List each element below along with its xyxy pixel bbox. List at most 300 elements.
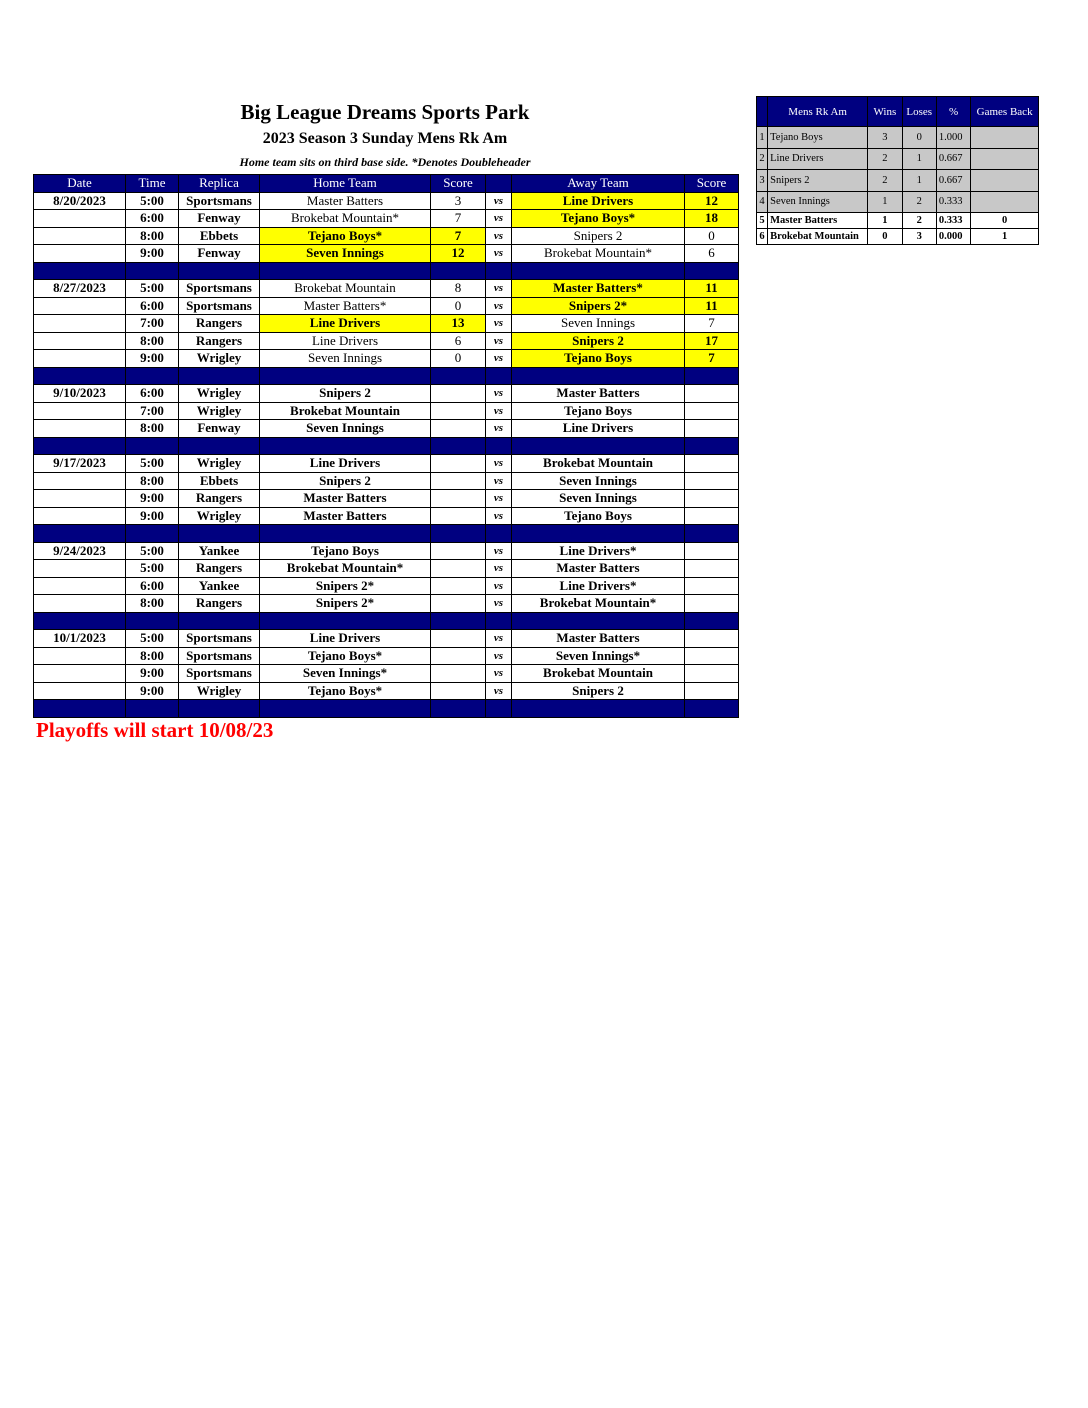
game-row: [34, 647, 739, 665]
game-row: [34, 192, 739, 210]
game-row: [34, 350, 739, 368]
separator-cell: [260, 525, 431, 543]
standings-wins: 1: [868, 213, 902, 229]
away-score: 7: [685, 350, 739, 368]
game-time: 8:00: [126, 595, 179, 613]
standings-pct: 0.333: [936, 191, 970, 213]
standings-pct: 0.667: [936, 170, 970, 192]
away-team: Seven Innings: [512, 490, 685, 508]
away-score: [685, 560, 739, 578]
vs-label: vs: [486, 332, 512, 350]
away-team: Master Batters: [512, 630, 685, 648]
away-score: 18: [685, 210, 739, 228]
game-date: 9/10/2023: [34, 385, 126, 403]
game-time: 5:00: [126, 630, 179, 648]
home-score: 7: [431, 227, 486, 245]
vs-label: vs: [486, 630, 512, 648]
separator-cell: [126, 525, 179, 543]
home-team: Tejano Boys*: [260, 227, 431, 245]
game-time: 9:00: [126, 350, 179, 368]
home-team: Master Batters: [260, 192, 431, 210]
game-time: 6:00: [126, 385, 179, 403]
game-row: [34, 542, 739, 560]
game-time: 5:00: [126, 560, 179, 578]
col-vs: [486, 175, 512, 193]
separator-cell: [431, 367, 486, 385]
standings-loses: 0: [902, 127, 936, 149]
col-replica: Replica: [179, 175, 260, 193]
game-time: 5:00: [126, 542, 179, 560]
game-field: Wrigley: [179, 350, 260, 368]
away-team: Tejano Boys: [512, 350, 685, 368]
game-field: Fenway: [179, 245, 260, 263]
game-field: Yankee: [179, 542, 260, 560]
home-team: Brokebat Mountain: [260, 280, 431, 298]
away-team: Line Drivers: [512, 420, 685, 438]
vs-label: vs: [486, 402, 512, 420]
standings-pct: 0.667: [936, 148, 970, 170]
week-separator: [34, 525, 739, 543]
away-team: Brokebat Mountain: [512, 455, 685, 473]
standings-wins: 2: [868, 170, 902, 192]
away-score: [685, 595, 739, 613]
page-subtitle: 2023 Season 3 Sunday Mens Rk Am: [262, 130, 508, 147]
away-team: Tejano Boys: [512, 507, 685, 525]
home-team: Tejano Boys*: [260, 682, 431, 700]
game-row: [34, 577, 739, 595]
standings-team: Line Drivers: [768, 148, 868, 170]
vs-label: vs: [486, 192, 512, 210]
separator-cell: [260, 367, 431, 385]
standings-row: [757, 127, 1039, 149]
game-date: [34, 420, 126, 438]
separator-cell: [431, 437, 486, 455]
separator-cell: [34, 612, 126, 630]
standings-rank: 5: [757, 213, 768, 229]
standings-row: [757, 213, 1039, 229]
home-team: Tejano Boys: [260, 542, 431, 560]
away-team: Tejano Boys: [512, 402, 685, 420]
standings-row: [757, 148, 1039, 170]
away-score: [685, 542, 739, 560]
game-time: 5:00: [126, 192, 179, 210]
game-row: [34, 245, 739, 263]
separator-cell: [260, 437, 431, 455]
game-date: [34, 297, 126, 315]
standings-games-back: 0: [971, 213, 1039, 229]
standings-col-games-back: Games Back: [971, 97, 1039, 127]
vs-label: vs: [486, 297, 512, 315]
game-date: [34, 227, 126, 245]
standings-games-back: [971, 191, 1039, 213]
standings-col-loses: Loses: [902, 97, 936, 127]
away-team: Master Batters: [512, 560, 685, 578]
game-field: Wrigley: [179, 507, 260, 525]
standings-loses: 1: [902, 148, 936, 170]
home-team: Brokebat Mountain*: [260, 560, 431, 578]
home-team: Line Drivers: [260, 332, 431, 350]
home-team: Master Batters*: [260, 297, 431, 315]
separator-cell: [260, 612, 431, 630]
standings-pct: 0.000: [936, 229, 970, 245]
separator-cell: [179, 367, 260, 385]
standings-team: Brokebat Mountain: [768, 229, 868, 245]
home-score: [431, 472, 486, 490]
standings-col-wins: Wins: [868, 97, 902, 127]
standings-games-back: [971, 127, 1039, 149]
standings-games-back: [971, 148, 1039, 170]
week-separator: [34, 437, 739, 455]
game-row: [34, 385, 739, 403]
game-date: [34, 665, 126, 683]
separator-cell: [685, 437, 739, 455]
game-field: Ebbets: [179, 227, 260, 245]
game-field: Wrigley: [179, 402, 260, 420]
game-time: 5:00: [126, 280, 179, 298]
game-field: Fenway: [179, 210, 260, 228]
game-time: 6:00: [126, 210, 179, 228]
away-score: [685, 455, 739, 473]
home-score: [431, 542, 486, 560]
standings-rank: 1: [757, 127, 768, 149]
separator-cell: [486, 367, 512, 385]
away-score: 7: [685, 315, 739, 333]
vs-label: vs: [486, 420, 512, 438]
game-row: [34, 297, 739, 315]
standings-pct: 1.000: [936, 127, 970, 149]
away-score: [685, 665, 739, 683]
separator-cell: [431, 262, 486, 280]
game-date: [34, 490, 126, 508]
home-team: Seven Innings*: [260, 665, 431, 683]
standings-rank: 3: [757, 170, 768, 192]
home-score: [431, 560, 486, 578]
away-team: Snipers 2*: [512, 297, 685, 315]
game-date: [34, 682, 126, 700]
vs-label: vs: [486, 227, 512, 245]
game-field: Rangers: [179, 490, 260, 508]
home-team: Master Batters: [260, 490, 431, 508]
separator-cell: [685, 262, 739, 280]
away-score: 11: [685, 280, 739, 298]
game-time: 7:00: [126, 315, 179, 333]
game-time: 7:00: [126, 402, 179, 420]
standings-team: Snipers 2: [768, 170, 868, 192]
game-date: 10/1/2023: [34, 630, 126, 648]
away-score: [685, 630, 739, 648]
home-score: 3: [431, 192, 486, 210]
standings-games-back: [971, 170, 1039, 192]
game-date: [34, 647, 126, 665]
home-score: [431, 402, 486, 420]
away-score: 6: [685, 245, 739, 263]
vs-label: vs: [486, 542, 512, 560]
away-team: Seven Innings: [512, 315, 685, 333]
week-separator: [34, 612, 739, 630]
standings-loses: 1: [902, 170, 936, 192]
game-time: 8:00: [126, 227, 179, 245]
away-score: [685, 507, 739, 525]
week-separator: [34, 700, 739, 718]
separator-cell: [685, 612, 739, 630]
standings-team: Seven Innings: [768, 191, 868, 213]
home-team: Tejano Boys*: [260, 647, 431, 665]
game-field: Fenway: [179, 420, 260, 438]
separator-cell: [486, 700, 512, 718]
standings-body: [757, 127, 1039, 245]
home-score: [431, 630, 486, 648]
game-field: Rangers: [179, 560, 260, 578]
away-score: [685, 577, 739, 595]
game-time: 6:00: [126, 297, 179, 315]
separator-cell: [179, 437, 260, 455]
separator-cell: [512, 700, 685, 718]
separator-cell: [34, 262, 126, 280]
home-score: [431, 682, 486, 700]
vs-label: vs: [486, 385, 512, 403]
away-score: 11: [685, 297, 739, 315]
separator-cell: [179, 525, 260, 543]
away-team: Line Drivers*: [512, 542, 685, 560]
col-away-score: Score: [685, 175, 739, 193]
home-team: Brokebat Mountain*: [260, 210, 431, 228]
standings-wins: 1: [868, 191, 902, 213]
away-team: Seven Innings: [512, 472, 685, 490]
schedule-body: [34, 192, 739, 717]
home-score: [431, 490, 486, 508]
game-field: Rangers: [179, 595, 260, 613]
schedule-note: Home team sits on third base side. *Denotes Doubleheader: [239, 155, 531, 169]
separator-cell: [126, 700, 179, 718]
home-score: 0: [431, 297, 486, 315]
vs-label: vs: [486, 560, 512, 578]
separator-cell: [34, 525, 126, 543]
col-time: Time: [126, 175, 179, 193]
away-team: Line Drivers*: [512, 577, 685, 595]
home-score: [431, 595, 486, 613]
game-row: [34, 560, 739, 578]
game-time: 8:00: [126, 472, 179, 490]
game-date: 9/17/2023: [34, 455, 126, 473]
separator-cell: [685, 367, 739, 385]
standings-loses: 2: [902, 213, 936, 229]
vs-label: vs: [486, 682, 512, 700]
vs-label: vs: [486, 490, 512, 508]
away-team: Master Batters: [512, 385, 685, 403]
game-field: Wrigley: [179, 385, 260, 403]
standings-wins: 2: [868, 148, 902, 170]
game-date: [34, 472, 126, 490]
away-team: Snipers 2: [512, 227, 685, 245]
away-score: 17: [685, 332, 739, 350]
col-home-team: Home Team: [260, 175, 431, 193]
standings-table: [756, 96, 1039, 245]
vs-label: vs: [486, 595, 512, 613]
game-field: Sportsmans: [179, 297, 260, 315]
home-team: Master Batters: [260, 507, 431, 525]
game-field: Sportsmans: [179, 192, 260, 210]
vs-label: vs: [486, 245, 512, 263]
home-team: Seven Innings: [260, 245, 431, 263]
separator-cell: [179, 612, 260, 630]
game-time: 9:00: [126, 507, 179, 525]
vs-label: vs: [486, 507, 512, 525]
game-row: [34, 595, 739, 613]
away-score: [685, 647, 739, 665]
game-date: [34, 315, 126, 333]
home-score: [431, 647, 486, 665]
separator-cell: [260, 700, 431, 718]
game-time: 8:00: [126, 647, 179, 665]
away-score: [685, 490, 739, 508]
game-field: Sportsmans: [179, 280, 260, 298]
game-time: 9:00: [126, 245, 179, 263]
vs-label: vs: [486, 665, 512, 683]
col-away-team: Away Team: [512, 175, 685, 193]
away-team: Tejano Boys*: [512, 210, 685, 228]
home-team: Snipers 2: [260, 385, 431, 403]
home-team: Line Drivers: [260, 315, 431, 333]
game-field: Yankee: [179, 577, 260, 595]
separator-cell: [486, 612, 512, 630]
standings-rank: 4: [757, 191, 768, 213]
separator-cell: [126, 262, 179, 280]
home-score: [431, 455, 486, 473]
home-team: Line Drivers: [260, 455, 431, 473]
game-row: [34, 420, 739, 438]
separator-cell: [512, 262, 685, 280]
vs-label: vs: [486, 647, 512, 665]
game-row: [34, 630, 739, 648]
home-score: [431, 577, 486, 595]
standings-row: [757, 191, 1039, 213]
game-date: [34, 245, 126, 263]
game-field: Sportsmans: [179, 665, 260, 683]
game-row: [34, 332, 739, 350]
game-date: [34, 210, 126, 228]
home-team: Line Drivers: [260, 630, 431, 648]
vs-label: vs: [486, 315, 512, 333]
game-row: [34, 227, 739, 245]
separator-cell: [126, 612, 179, 630]
away-score: 0: [685, 227, 739, 245]
standings-team: Master Batters: [768, 213, 868, 229]
game-field: Rangers: [179, 315, 260, 333]
vs-label: vs: [486, 455, 512, 473]
standings-games-back: 1: [971, 229, 1039, 245]
vs-label: vs: [486, 280, 512, 298]
standings-col-rank: [757, 97, 768, 127]
game-date: [34, 560, 126, 578]
col-date: Date: [34, 175, 126, 193]
standings-loses: 3: [902, 229, 936, 245]
game-row: [34, 402, 739, 420]
game-field: Wrigley: [179, 682, 260, 700]
separator-cell: [179, 700, 260, 718]
game-time: 6:00: [126, 577, 179, 595]
game-row: [34, 280, 739, 298]
home-score: 8: [431, 280, 486, 298]
home-score: 13: [431, 315, 486, 333]
separator-cell: [512, 437, 685, 455]
vs-label: vs: [486, 472, 512, 490]
away-team: Brokebat Mountain: [512, 665, 685, 683]
vs-label: vs: [486, 210, 512, 228]
standings-rank: 6: [757, 229, 768, 245]
game-field: Sportsmans: [179, 630, 260, 648]
game-field: Sportsmans: [179, 647, 260, 665]
home-score: 7: [431, 210, 486, 228]
game-time: 5:00: [126, 455, 179, 473]
standings-pct: 0.333: [936, 213, 970, 229]
game-row: [34, 472, 739, 490]
week-separator: [34, 262, 739, 280]
away-score: [685, 420, 739, 438]
home-score: [431, 507, 486, 525]
away-team: Snipers 2: [512, 682, 685, 700]
game-row: [34, 210, 739, 228]
away-score: [685, 402, 739, 420]
home-team: Snipers 2*: [260, 577, 431, 595]
game-row: [34, 682, 739, 700]
home-score: [431, 420, 486, 438]
away-team: Brokebat Mountain*: [512, 595, 685, 613]
separator-cell: [685, 525, 739, 543]
game-row: [34, 315, 739, 333]
away-team: Snipers 2: [512, 332, 685, 350]
separator-cell: [512, 367, 685, 385]
separator-cell: [34, 700, 126, 718]
game-time: 9:00: [126, 490, 179, 508]
game-date: 9/24/2023: [34, 542, 126, 560]
standings-loses: 2: [902, 191, 936, 213]
separator-cell: [126, 437, 179, 455]
separator-cell: [431, 525, 486, 543]
game-date: [34, 507, 126, 525]
away-team: Line Drivers: [512, 192, 685, 210]
standings-row: [757, 229, 1039, 245]
schedule-header-row: [34, 175, 739, 193]
separator-cell: [512, 612, 685, 630]
home-score: 6: [431, 332, 486, 350]
home-team: Snipers 2*: [260, 595, 431, 613]
game-row: [34, 507, 739, 525]
away-team: Seven Innings*: [512, 647, 685, 665]
away-score: 12: [685, 192, 739, 210]
game-date: [34, 595, 126, 613]
game-row: [34, 455, 739, 473]
separator-cell: [431, 612, 486, 630]
game-date: [34, 350, 126, 368]
game-time: 8:00: [126, 332, 179, 350]
home-team: Brokebat Mountain: [260, 402, 431, 420]
separator-cell: [486, 525, 512, 543]
home-score: 0: [431, 350, 486, 368]
standings-team: Tejano Boys: [768, 127, 868, 149]
page-title: Big League Dreams Sports Park: [240, 100, 530, 124]
game-time: 9:00: [126, 682, 179, 700]
standings-col-division: Mens Rk Am: [768, 97, 868, 127]
game-field: Ebbets: [179, 472, 260, 490]
separator-cell: [486, 437, 512, 455]
game-row: [34, 665, 739, 683]
standings-wins: 0: [868, 229, 902, 245]
home-team: Seven Innings: [260, 420, 431, 438]
standings-wins: 3: [868, 127, 902, 149]
game-field: Rangers: [179, 332, 260, 350]
vs-label: vs: [486, 350, 512, 368]
game-date: [34, 332, 126, 350]
